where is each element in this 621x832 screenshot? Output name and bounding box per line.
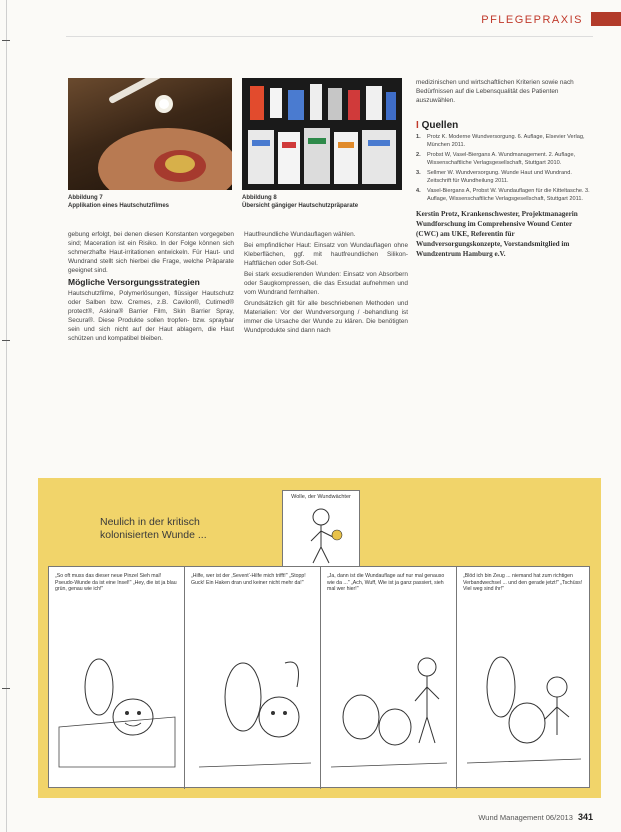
reference-item: 3. Sellmer W. Wundversorgung. Wunde Haut und Wundrand. Zeitschrift für Wundheilung 2011. bbox=[416, 170, 572, 184]
reference-item: 4. Vasel-Biergans A, Probst W. Wundauflagen für die Kitteltasche. 3. Auflage, Wissenschaftliche Verlagsgesellschaft, Stuttgart 2011. bbox=[416, 188, 590, 202]
col2-paragraph: Grundsätzlich gilt für alle beschriebenen Methoden und Materialien: Vor der Wundversorgung / -behandlung ist immer die Ursache der Wunde zu klären. Die benötigten Wundprodukte sind dann nach bbox=[244, 300, 408, 334]
reference-item: 1. Protz K. Moderne Wundversorgung. 6. Auflage, Elsevier Verlag, München 2011. bbox=[416, 134, 585, 148]
text-column-2 bbox=[244, 230, 408, 337]
comic-panel-3 bbox=[321, 567, 457, 789]
col1-intro: gebung erfolgt, bei denen diesen Konstanten vorgegeben sind; Maceration ist ein Risiko. In der Folge können sich schmerzhafte Haut-irritationen entwickeln. Für Haut- und Wundrand stellt sich hierbei die Frage, welche Präparate geeignet sind. bbox=[68, 231, 234, 274]
comic-strip bbox=[48, 566, 590, 788]
figure-7-photo bbox=[68, 78, 232, 190]
mascot-title: Wolle, der Wundwächter bbox=[291, 494, 351, 500]
figure-8-label: Abbildung 8 bbox=[242, 195, 277, 201]
section-heading: Mögliche Versorgungsstrategien bbox=[68, 277, 200, 287]
col2-bullet-2: Bei stark exsudierenden Wunden: Einsatz von Absorbern oder Saugkompressen, die das Exsudat aufnehmen und vom Wundrand fernhalten. bbox=[244, 271, 408, 296]
figure-8-caption: Übersicht gängiger Hautschutzpräparate bbox=[242, 202, 359, 209]
panel-drawing bbox=[185, 567, 321, 789]
products-illustration bbox=[242, 78, 402, 190]
text-column-3: medizinischen und wirtschaftlichen Kriterien sowie nach Bedürfnissen auf die Lebensqualität des Patienten auszuwählen. I Quellen 1. Protz K. Moderne Wundversorgung. 6. Auflage, Elsevier Verlag, München 2011. 2. Probst W, Vasel-Biergans A. Wundmanagement. 2. Auflage, Wissenschaftliche Verlagsgesellschaft, Stuttgart 2010. 3. Sellmer W. Wundversorgung. Wunde Haut und Wundrand. Zeitschrift für Wundheilung 2011. 4. Vasel-Biergans A, Probst W. Wundauflagen für die Kitteltasche. 3. Auflage, Wissenschaftliche Verlagsgesellschaft, Stuttgart 2011. Kerstin Protz, Krankenschwester, Projektmanagerin Wundforschung im Comprehensive Wound Center (CWC) am UKE, Referentin für Wundversorgungskonzepte, Vorstandsmitglied im Wundzentrum Hamburg e.V. bbox=[416, 79, 590, 258]
section-color-bar bbox=[591, 12, 621, 26]
gutter-mark bbox=[2, 688, 10, 689]
col1-bullet: Hautschutzfilme, Polymerlösungen, flüssiger Hautschutz oder Salben bzw. Cremes, z.B. Cavilon®, Cutimed® protect®, Askina® Barrier Film, Skin Barrier Spray, Secura®. Diese Produkte sollen tropfen- bzw. spraybar sein und sich nicht auf der Haut ablagern, die Haut schützen und kompatibel bleiben. bbox=[68, 290, 234, 342]
binding-gutter bbox=[6, 0, 7, 832]
comic-title: Neulich in der kritisch kolonisierten Wunde ... bbox=[100, 516, 207, 541]
col3-intro: medizinischen und wirtschaftlichen Kriterien sowie nach Bedürfnissen auf die Lebensqualität des Patienten auszuwählen. bbox=[416, 79, 574, 104]
col2-intro: Hautfreundliche Wundauflagen wählen. bbox=[244, 231, 356, 238]
text-column-1 bbox=[68, 230, 234, 345]
panel-drawing bbox=[457, 567, 591, 789]
col2-bullet-1: Bei empfindlicher Haut: Einsatz von Wundauflagen ohne Kleberflächen, ggf. mit hautfreundlichen Silikon-Haftflächen oder Soft-Gel. bbox=[244, 242, 408, 267]
speech-bubble: „Hilfe, wer ist der ‚Sevent‘-Hilfe mich trifft!" „Stopp! Guck! Ein Haken dran und keiner nicht mehr da!" bbox=[191, 573, 306, 586]
wound-illustration bbox=[68, 78, 232, 190]
speech-bubble: „So oft muss das dieser neue Pinzel Sieh mal! Pseudo-Wunde da ist eine Insel!" „Hey, die ist ja blau grün, genau wie ich!" bbox=[55, 573, 177, 592]
gutter-mark bbox=[2, 40, 10, 41]
panel-drawing bbox=[49, 567, 185, 789]
comic-panel-2 bbox=[185, 567, 321, 789]
page-footer bbox=[478, 812, 593, 822]
quellen-heading: Quellen bbox=[421, 120, 459, 131]
figure-7-caption: Applikation eines Hautschutzfilmes bbox=[68, 202, 170, 209]
section-label: PFLEGEPRAXIS bbox=[481, 14, 583, 26]
journal-name: Wund Management 06/2013 bbox=[478, 813, 573, 822]
reference-item: 2. Probst W, Vasel-Biergans A. Wundmanagement. 2. Auflage, Wissenschaftliche Verlagsgesellschaft, Stuttgart 2010. bbox=[416, 152, 576, 166]
figure-7-label: Abbildung 7 bbox=[68, 195, 103, 201]
speech-bubble: „Blöd ich bin Zeug ... niemand hat zum richtigen Verbandwechsel ... und den gerade jetzt!" „Tschüss! Viel weg sind ihr!" bbox=[463, 573, 583, 592]
comic-box bbox=[38, 478, 601, 798]
header-rule bbox=[66, 36, 593, 37]
gutter-mark bbox=[2, 340, 10, 341]
comic-panel-4 bbox=[457, 567, 591, 789]
figure-8-photo bbox=[242, 78, 402, 190]
mascot-box bbox=[282, 490, 360, 574]
author-bio: Kerstin Protz, Krankenschwester, Projektmanagerin Wundforschung im Comprehensive Wound Center (CWC) am UKE, Referentin für Wundversorgungskonzepte, Vorstandsmitglied im Wundzentrum Hamburg e.V. bbox=[416, 210, 578, 258]
comic-panel-1 bbox=[49, 567, 185, 789]
panel-drawing bbox=[321, 567, 457, 789]
mascot-drawing bbox=[283, 491, 361, 575]
page-number: 341 bbox=[577, 812, 593, 822]
speech-bubble: „Ja, dann ist die Wundauflage auf nur mal genauso wie da ..." „Ach, Wuff, Wie ist ja ganz passiert, sieh mal wer hier!" bbox=[327, 573, 445, 592]
